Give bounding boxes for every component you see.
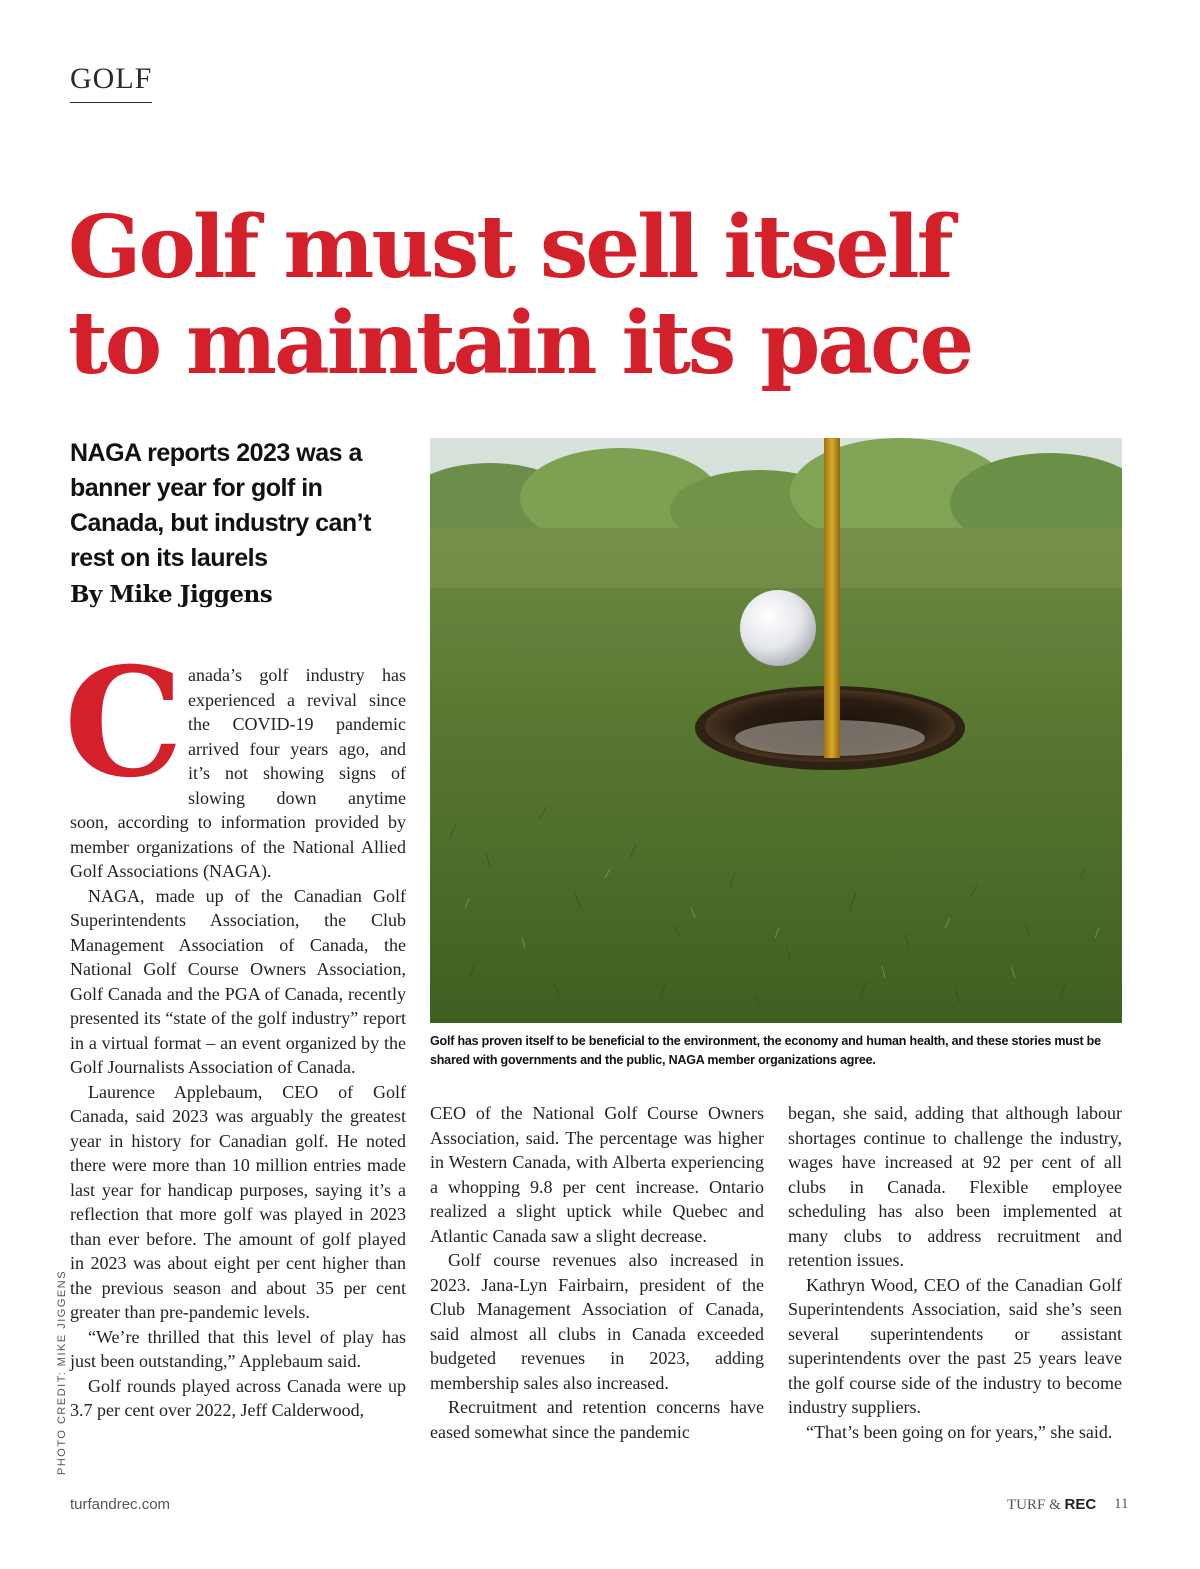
intro-line: the COVID-19 pandemic xyxy=(188,714,406,734)
magazine-bold: REC xyxy=(1064,1496,1097,1513)
paragraph: soon, according to information provided by member organizations of the National Allied Golf Associations (NAGA). xyxy=(70,812,406,881)
deck-subtitle: NAGA reports 2023 was a banner year for golf in Canada, but industry can’t rest on its laurels xyxy=(70,439,371,572)
headline xyxy=(68,197,1158,394)
intro-line: anada’s golf industry has xyxy=(188,665,406,685)
intro-line: experienced a revival since xyxy=(188,689,406,710)
paragraph: Recruitment and retention concerns have eased somewhat since the pandemic xyxy=(430,1397,764,1442)
photo-credit: PHOTO CREDIT: MIKE JIGGENS xyxy=(56,1269,68,1475)
footer-magazine-name xyxy=(1007,1496,1096,1514)
paragraph: “We’re thrilled that this level of play has just been outstanding,” Applebaum said. xyxy=(70,1326,406,1371)
golf-hole-photo xyxy=(430,438,1122,1023)
paragraph: NAGA, made up of the Canadian Golf Superintendents Association, the Club Management Association of Canada, the National Golf Course Owners Association, Golf Canada and the PGA of Canada, recently presented its “state of the golf industry” report in a virtual format – an event organized by the Golf Journalists Association of Canada. xyxy=(70,885,406,1077)
footer-url: turfandrec.com xyxy=(70,1496,171,1513)
flagstick xyxy=(824,438,840,758)
body-column-3 xyxy=(788,1101,1122,1444)
body-column-1 xyxy=(70,810,406,1423)
intro-line: arrived four years ago, and xyxy=(188,738,406,759)
intro-wrap-lines xyxy=(188,663,406,810)
page-number: 11 xyxy=(1114,1496,1129,1512)
section-label: GOLF xyxy=(70,62,152,103)
body-column-2 xyxy=(430,1101,764,1444)
paragraph: Golf rounds played across Canada were up 3.7 per cent over 2022, Jeff Calderwood, xyxy=(70,1375,406,1420)
headline-line-2: to maintain its pace xyxy=(68,293,972,394)
paragraph: “That’s been going on for years,” she said. xyxy=(806,1421,1113,1442)
drop-cap: C xyxy=(64,635,184,811)
paragraph: Laurence Applebaum, CEO of Golf Canada, said 2023 was arguably the greatest year in history for Canadian golf. He noted there were more than 10 million entries made last year for handicap purposes, saying it’s a reflection that more golf was played in 2023 than ever before. The amount of golf played in 2023 was about eight per cent higher than the previous season and about 35 per cent greater than pre-pandemic levels. xyxy=(70,1081,406,1322)
golf-ball xyxy=(740,590,816,666)
paragraph: began, she said, adding that although labour shortages continue to challenge the industry, wages have increased at 92 per cent of all clubs in Canada. Flexible employee scheduling has also been implemented at many clubs to address recruitment and retention issues. xyxy=(788,1103,1122,1270)
photo-illustration xyxy=(430,438,1122,1023)
photo-caption: Golf has proven itself to be beneficial to the environment, the economy and human health, and these stories must be shared with governments and the public, NAGA member organizations agree. xyxy=(430,1034,1101,1067)
magazine-prefix: TURF & xyxy=(1007,1497,1061,1513)
byline: By Mike Jiggens xyxy=(70,581,273,608)
headline-line-1: Golf must sell itself xyxy=(68,197,951,298)
paragraph: Golf course revenues also increased in 2023. Jana-Lyn Fairbairn, president of the Club Management Association of Canada, said almost all clubs in Canada exceeded budgeted revenues in 2023, adding membership sales also increased. xyxy=(430,1250,764,1393)
intro-line: it’s not showing signs of xyxy=(188,763,406,783)
intro-line: slowing down anytime xyxy=(188,787,406,808)
paragraph: CEO of the National Golf Course Owners Association, said. The percentage was higher in Western Canada, with Alberta experiencing a whopping 9.8 per cent increase. Ontario realized a slight uptick while Quebec and Atlantic Canada saw a slight decrease. xyxy=(430,1103,764,1246)
paragraph: Kathryn Wood, CEO of the Canadian Golf Superintendents Association, said she’s seen several superintendents or assistant superintendents over the past 25 years leave the golf course side of the industry to become industry suppliers. xyxy=(788,1274,1122,1417)
